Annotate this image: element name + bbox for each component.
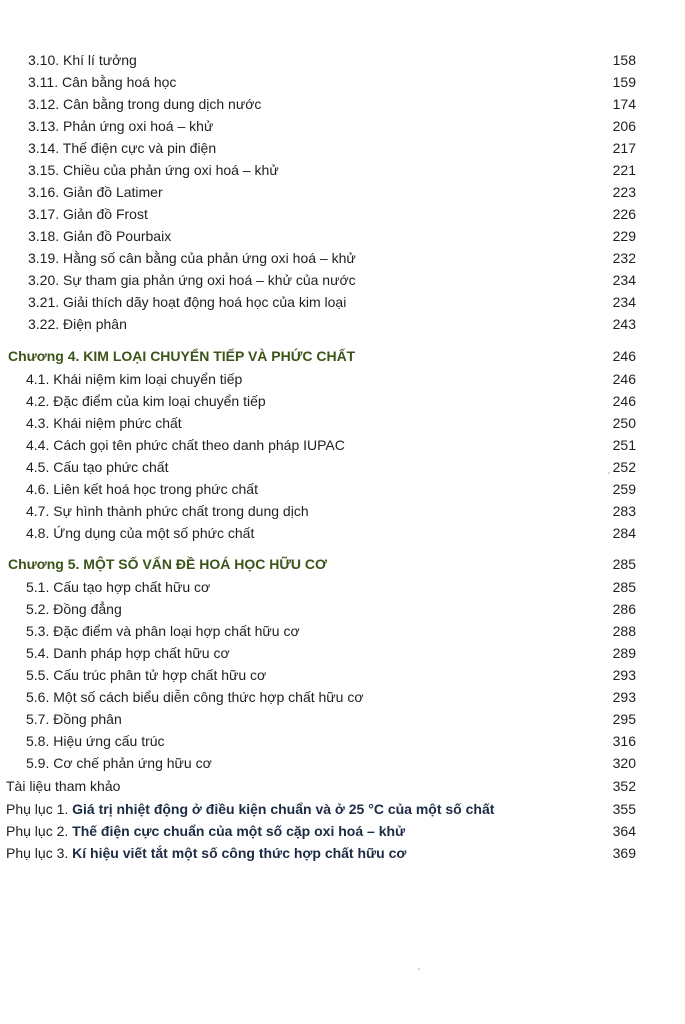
toc-entry-label: Tài liệu tham khảo: [6, 778, 121, 794]
toc-entry-4-8[interactable]: [0, 523, 685, 543]
toc-entry-3-21[interactable]: [0, 292, 685, 312]
toc-entry-label: 3.15. Chiều của phản ứng oxi hoá – khử: [28, 162, 279, 178]
toc-entry-page: 284: [612, 525, 636, 541]
toc-entry-5-3[interactable]: [0, 621, 685, 641]
toc-appendix-2[interactable]: [0, 821, 685, 841]
toc-entry-page: 174: [612, 96, 636, 112]
toc-entry-label: 3.21. Giải thích dãy hoạt động hoá học của kim loại: [28, 294, 347, 310]
toc-entry-label: 3.20. Sự tham gia phản ứng oxi hoá – khử của nước: [28, 272, 356, 288]
toc-entry-page: 259: [612, 481, 636, 497]
appendix-prefix: Phụ lục 1.: [6, 801, 69, 817]
toc-entry-4-6[interactable]: [0, 479, 685, 499]
toc-entry-label: 3.16. Giản đồ Latimer: [28, 184, 163, 200]
toc-entry-page: 316: [612, 733, 636, 749]
toc-entry-page: 369: [612, 845, 636, 861]
toc-entry-page: 234: [612, 272, 636, 288]
toc-entry-5-2[interactable]: [0, 599, 685, 619]
toc-entry-4-1[interactable]: [0, 369, 685, 389]
toc-entry-page: 251: [612, 437, 636, 453]
toc-entry-label: 3.12. Cân bằng trong dung dịch nước: [28, 96, 262, 112]
toc-entry-3-16[interactable]: [0, 182, 685, 202]
toc-entry-label: 4.3. Khái niệm phức chất: [26, 415, 182, 431]
toc-entry-label: 5.7. Đồng phân: [26, 711, 122, 727]
toc-entry-4-4[interactable]: [0, 435, 685, 455]
toc-entry-label: 5.1. Cấu tạo hợp chất hữu cơ: [26, 579, 211, 595]
toc-entry-label: 5.5. Cấu trúc phân tử hợp chất hữu cơ: [26, 667, 267, 683]
toc-entry-page: 285: [612, 579, 636, 595]
chapter-heading: Chương 4. KIM LOẠI CHUYỂN TIẾP VÀ PHỨC CHẤT: [8, 348, 356, 364]
toc-chapter-4[interactable]: [0, 346, 685, 366]
toc-entry-label: 3.10. Khí lí tưởng: [28, 52, 137, 68]
toc-entry-label: 4.7. Sự hình thành phức chất trong dung dịch: [26, 503, 309, 519]
toc-entry-3-12[interactable]: [0, 94, 685, 114]
toc-entry-page: 286: [612, 601, 636, 617]
toc-entry-5-1[interactable]: [0, 577, 685, 597]
toc-entry-label: 5.9. Cơ chế phản ứng hữu cơ: [26, 755, 212, 771]
chapter-heading: Chương 5. MỘT SỐ VẤN ĐỀ HOÁ HỌC HỮU CƠ: [8, 556, 327, 572]
toc-entry-page: 364: [612, 823, 636, 839]
toc-entry-label: 5.3. Đặc điểm và phân loại hợp chất hữu cơ: [26, 623, 300, 639]
toc-entry-3-18[interactable]: [0, 226, 685, 246]
toc-entry-label: 4.4. Cách gọi tên phức chất theo danh pháp IUPAC: [26, 437, 345, 453]
toc-entry-page: 234: [612, 294, 636, 310]
toc-entry-3-11[interactable]: [0, 72, 685, 92]
toc-entry-3-19[interactable]: [0, 248, 685, 268]
toc-entry-5-5[interactable]: [0, 665, 685, 685]
toc-entry-label: 5.4. Danh pháp hợp chất hữu cơ: [26, 645, 230, 661]
scan-speck: [608, 472, 610, 474]
toc-references[interactable]: [0, 776, 685, 796]
toc-entry-page: 246: [612, 371, 636, 387]
toc-entry-page: 295: [612, 711, 636, 727]
toc-entry-3-10[interactable]: [0, 50, 685, 70]
toc-entry-page: 221: [612, 162, 636, 178]
toc-entry-label: 5.8. Hiệu ứng cấu trúc: [26, 733, 165, 749]
toc-entry-page: 226: [612, 206, 636, 222]
toc-entry-page: 288: [612, 623, 636, 639]
toc-entry-label: 3.13. Phản ứng oxi hoá – khử: [28, 118, 214, 134]
toc-entry-page: 285: [612, 556, 636, 572]
toc-entry-page: 293: [612, 667, 636, 683]
toc-entry-label: 4.5. Cấu tạo phức chất: [26, 459, 169, 475]
toc-appendix-1[interactable]: [0, 799, 685, 819]
toc-entry-page: 229: [612, 228, 636, 244]
toc-entry-page: 293: [612, 689, 636, 705]
toc-entry-page: 243: [612, 316, 636, 332]
toc-entry-label: 3.19. Hằng số cân bằng của phản ứng oxi hoá – khử: [28, 250, 356, 266]
toc-entry-page: 206: [612, 118, 636, 134]
toc-entry-label: 4.8. Ứng dụng của một số phức chất: [26, 525, 255, 541]
toc-entry-3-15[interactable]: [0, 160, 685, 180]
toc-entry-page: 252: [612, 459, 636, 475]
toc-entry-4-5[interactable]: [0, 457, 685, 477]
toc-entry-page: 232: [612, 250, 636, 266]
toc-entry-page: 159: [612, 74, 636, 90]
toc-entry-page: 250: [612, 415, 636, 431]
appendix-title: Kí hiệu viết tắt một số công thức hợp chất hữu cơ: [72, 845, 407, 861]
appendix-prefix: Phụ lục 2.: [6, 823, 69, 839]
toc-entry-label: 3.14. Thế điện cực và pin điện: [28, 140, 217, 156]
toc-entry-4-7[interactable]: [0, 501, 685, 521]
toc-entry-page: 289: [612, 645, 636, 661]
toc-entry-4-3[interactable]: [0, 413, 685, 433]
toc-appendix-3[interactable]: [0, 843, 685, 863]
toc-entry-label: 4.1. Khái niệm kim loại chuyển tiếp: [26, 371, 243, 387]
toc-entry-page: 246: [612, 348, 636, 364]
toc-entry-label: 4.6. Liên kết hoá học trong phức chất: [26, 481, 258, 497]
appendix-title: Thế điện cực chuẩn của một số cặp oxi hoá – khử: [72, 823, 406, 839]
toc-entry-5-9[interactable]: [0, 753, 685, 773]
appendix-title: Giá trị nhiệt động ở điều kiện chuẩn và ở 25 °C của một số chất: [72, 801, 495, 817]
toc-entry-5-8[interactable]: [0, 731, 685, 751]
toc-entry-page: 320: [612, 755, 636, 771]
toc-entry-5-7[interactable]: [0, 709, 685, 729]
toc-entry-3-17[interactable]: [0, 204, 685, 224]
toc-entry-page: 283: [612, 503, 636, 519]
appendix-prefix: Phụ lục 3.: [6, 845, 69, 861]
toc-entry-page: 223: [612, 184, 636, 200]
toc-entry-3-13[interactable]: [0, 116, 685, 136]
toc-entry-label: 3.11. Cân bằng hoá học: [28, 74, 177, 90]
toc-entry-page: 217: [612, 140, 636, 156]
toc-entry-3-22[interactable]: [0, 314, 685, 334]
toc-entry-label: 3.18. Giản đồ Pourbaix: [28, 228, 172, 244]
toc-entry-4-2[interactable]: [0, 391, 685, 411]
toc-entry-page: 355: [612, 801, 636, 817]
scan-speck: [418, 968, 420, 970]
toc-entry-label: 5.6. Một số cách biểu diễn công thức hợp chất hữu cơ: [26, 689, 364, 705]
toc-entry-label: 3.17. Giản đồ Frost: [28, 206, 148, 222]
toc-chapter-5[interactable]: [0, 554, 685, 574]
toc-entry-3-20[interactable]: [0, 270, 685, 290]
toc-entry-label: 3.22. Điện phân: [28, 316, 127, 332]
toc-entry-page: 246: [612, 393, 636, 409]
toc-entry-3-14[interactable]: [0, 138, 685, 158]
toc-entry-label: 4.2. Đặc điểm của kim loại chuyển tiếp: [26, 393, 266, 409]
toc-entry-page: 352: [612, 778, 636, 794]
toc-entry-page: 158: [612, 52, 636, 68]
toc-entry-5-4[interactable]: [0, 643, 685, 663]
toc-entry-label: 5.2. Đồng đẳng: [26, 601, 122, 617]
toc-entry-5-6[interactable]: [0, 687, 685, 707]
